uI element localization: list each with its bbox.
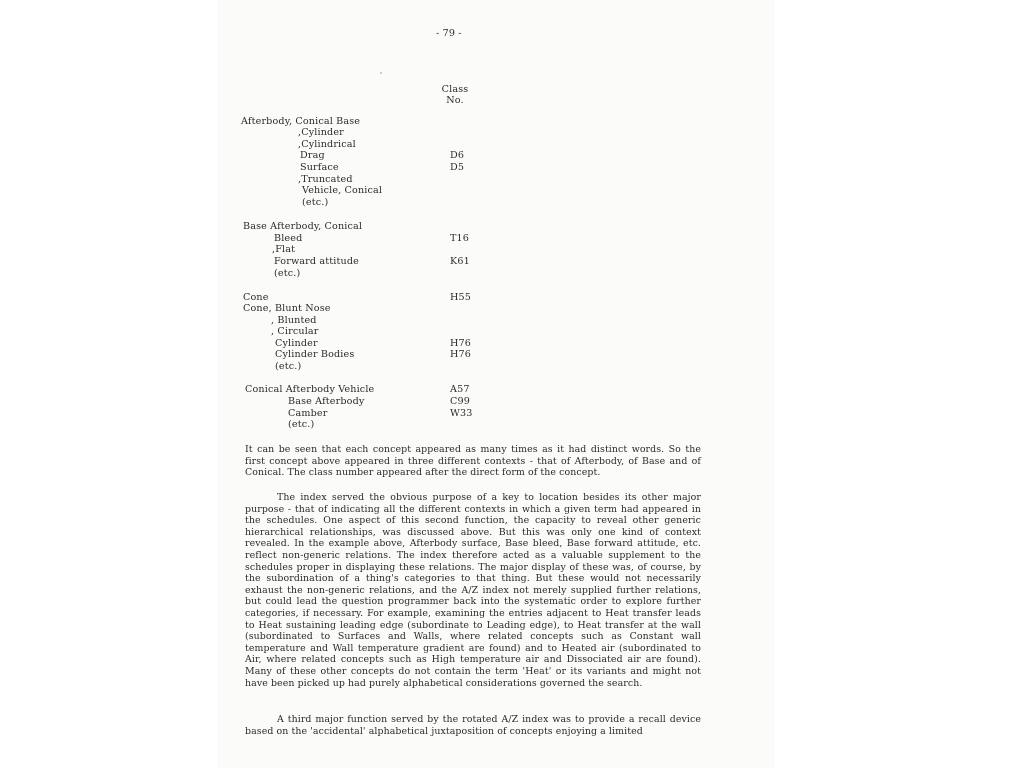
index-term: Cylinder Bodies [275, 349, 355, 360]
class-number: D6 [450, 150, 465, 161]
index-term: ,Flat [272, 244, 296, 255]
index-term: ,Cylinder [298, 127, 344, 138]
class-number: H76 [450, 338, 472, 349]
index-term: ,Truncated [298, 174, 353, 185]
index-term: Forward attitude [274, 256, 359, 267]
index-term: Base Afterbody [288, 396, 365, 407]
class-number: H76 [450, 349, 472, 360]
index-term: Vehicle, Conical [302, 185, 383, 196]
index-term: , Circular [271, 326, 319, 337]
index-term: Cone, Blunt Nose [243, 303, 331, 314]
index-term: Surface [300, 162, 339, 173]
class-number: T16 [450, 233, 470, 244]
page-number: - 79 - [436, 28, 462, 39]
class-number-header-line2: No. [446, 95, 464, 106]
paragraph [245, 444, 701, 479]
index-term: Afterbody, Conical Base [241, 116, 361, 127]
class-number: C99 [450, 396, 470, 407]
class-number: D5 [450, 162, 465, 173]
paragraph-text: The index served the obvious purpose of a key to location besides its other major purpose - that of indicating all the different contexts in which a given term had appeared in the schedules. One aspect of this second function, the capacity to reveal other generic hierarchical relationships, was discussed above. But this was only one kind of context revealed. In the example above, Afterbody surface, Base bleed, Base forward attitude, etc. reflect non-generic relations. The index therefore acted as a valuable supplement to the schedules proper in displaying these relations. The major display of these was, of course, by the subordination of a thing's categories to that thing. But these would not necessarily exhaust the non-generic relations, and the A/Z index not merely supplied further relations, but could lead the question programmer back into the systematic order to explore further categories, if necessary. For example, examining the entries adjacent to Heat transfer leads to Heat sustaining leading edge (subordinate to Leading edge), to Heat transfer at the wall (subordinated to Surfaces and Walls, where related concepts such as Constant wall temperature and Wall temperature gradient are found) and to Heated air (subordinated to Air, where related concepts such as High temperature air and Dissociated air are found). Many of these other concepts do not contain the term 'Heat' or its variants and might not have been picked up had purely alphabetical considerations governed the search. [245, 492, 701, 689]
index-term: (etc.) [288, 419, 315, 430]
class-number: K61 [450, 256, 470, 267]
index-term: Camber [288, 408, 328, 419]
index-term: Base Afterbody, Conical [243, 221, 363, 232]
index-term: Drag [300, 150, 325, 161]
index-term: ,Cylindrical [298, 139, 356, 150]
index-term: Cylinder [275, 338, 318, 349]
index-term: Cone [243, 292, 269, 303]
scan-speck [380, 72, 382, 74]
index-term: (etc.) [302, 197, 329, 208]
paragraph-text: A third major function served by the rotated A/Z index was to provide a recall device based on the 'accidental' alphabetical juxtaposition of concepts enjoying a limited [245, 714, 701, 737]
class-number: A57 [450, 384, 470, 395]
class-number: H55 [450, 292, 472, 303]
paragraph [245, 714, 701, 737]
index-term: (etc.) [275, 361, 302, 372]
paragraph [245, 492, 701, 689]
index-term: (etc.) [274, 268, 301, 279]
class-number-header-line1: Class [441, 84, 469, 95]
paragraph-text: It can be seen that each concept appeared as many times as it had distinct words. So the first concept above appeared in three different contexts - that of Afterbody, of Base and of Conical. The class number appeared after the direct form of the concept. [245, 444, 701, 479]
index-term: Conical Afterbody Vehicle [245, 384, 375, 395]
class-number: W33 [450, 408, 473, 419]
index-term: Bleed [274, 233, 303, 244]
index-term: , Blunted [271, 315, 317, 326]
